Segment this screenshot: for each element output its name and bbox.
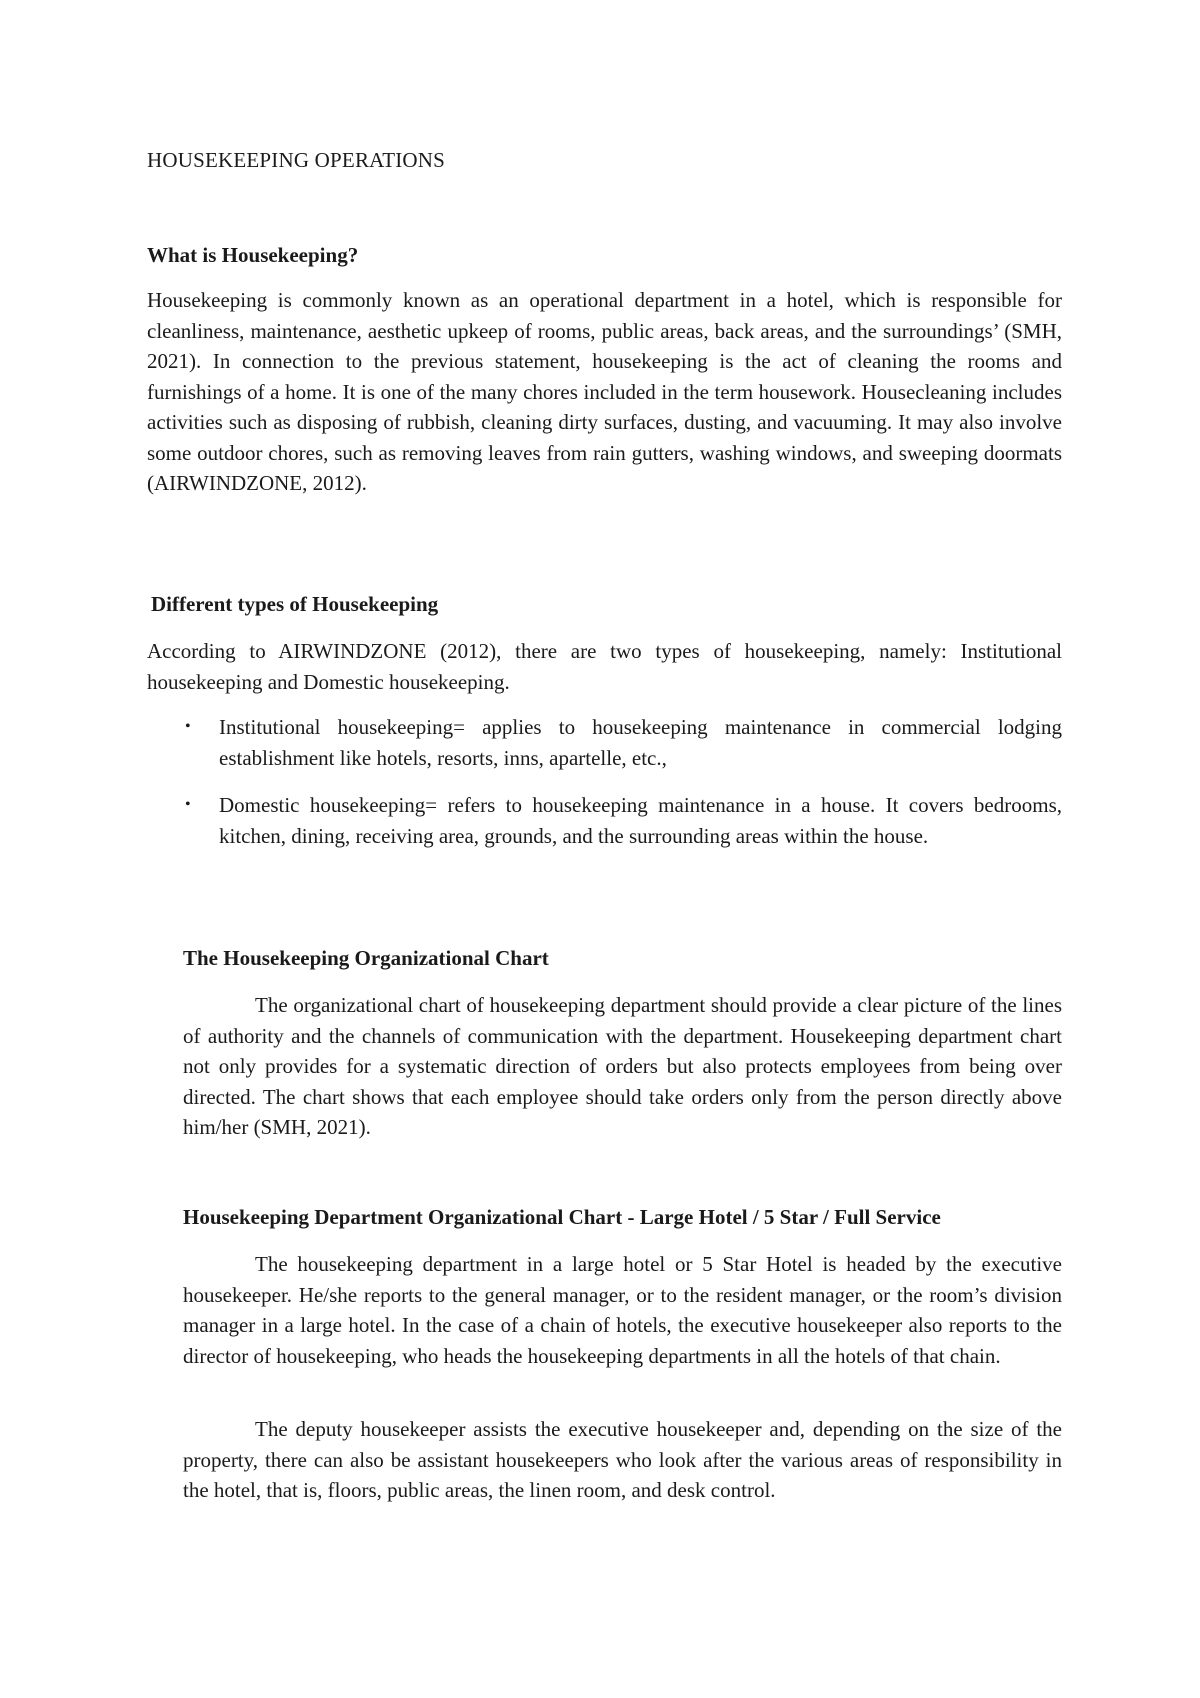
- bullet-icon: •: [185, 718, 191, 735]
- list-item-text: Institutional housekeeping= applies to housekeeping maintenance in commercial lodging establishment like hotels, resorts, inns, apartelle, etc.,: [219, 715, 1062, 770]
- section-heading-types-of-housekeeping: Different types of Housekeeping: [151, 592, 439, 616]
- document-title: HOUSEKEEPING OPERATIONS: [147, 148, 446, 172]
- list-item-domestic: [147, 790, 1062, 851]
- bullet-icon: •: [185, 796, 191, 813]
- paragraph-housekeeping-definition: Housekeeping is commonly known as an operational department in a hotel, which is responsible for cleanliness, maintenance, aesthetic upkeep of rooms, public areas, back areas, and the surroundings’ (SMH, 2021). In connection to the previous statement, housekeeping is the act of cleaning the rooms and furnishings of a home. It is one of the many chores included in the term housework. Housecleaning includes activities such as disposing of rubbish, cleaning dirty surfaces, dusting, and vacuuming. It may also involve some outdoor chores, such as removing leaves from rain gutters, washing windows, and sweeping doormats (AIRWINDZONE, 2012).: [147, 288, 1062, 495]
- section-heading-organizational-chart: The Housekeeping Organizational Chart: [183, 946, 549, 970]
- paragraph-large-hotel-department: The housekeeping department in a large hotel or 5 Star Hotel is headed by the executive housekeeper. He/she reports to the general manager, or to the resident manager, or the room’s division manager in a large hotel. In the case of a chain of hotels, the executive housekeeper also reports to the director of housekeeping, who heads the housekeeping departments in all the hotels of that chain.: [183, 1252, 1062, 1368]
- list-item-institutional: [147, 712, 1062, 773]
- section-heading-large-hotel-chart: Housekeeping Department Organizational Chart - Large Hotel / 5 Star / Full Service: [183, 1205, 941, 1229]
- list-item-text: Domestic housekeeping= refers to housekeeping maintenance in a house. It covers bedrooms, kitchen, dining, receiving area, grounds, and the surrounding areas within the house.: [219, 793, 1062, 848]
- paragraph-deputy-housekeeper: The deputy housekeeper assists the executive housekeeper and, depending on the size of the property, there can also be assistant housekeepers who look after the various areas of responsibility in the hotel, that is, floors, public areas, the linen room, and desk control.: [183, 1417, 1062, 1502]
- section-heading-what-is-housekeeping: What is Housekeeping?: [147, 243, 359, 267]
- paragraph-organizational-chart: The organizational chart of housekeeping department should provide a clear picture of the lines of authority and the channels of communication with the department. Housekeeping department chart not only provides for a systematic direction of orders but also protects employees from being over directed. The chart shows that each employee should take orders only from the person directly above him/her (SMH, 2021).: [183, 993, 1062, 1139]
- paragraph-types-intro: According to AIRWINDZONE (2012), there are two types of housekeeping, namely: Institutional housekeeping and Domestic housekeeping.: [147, 639, 1062, 694]
